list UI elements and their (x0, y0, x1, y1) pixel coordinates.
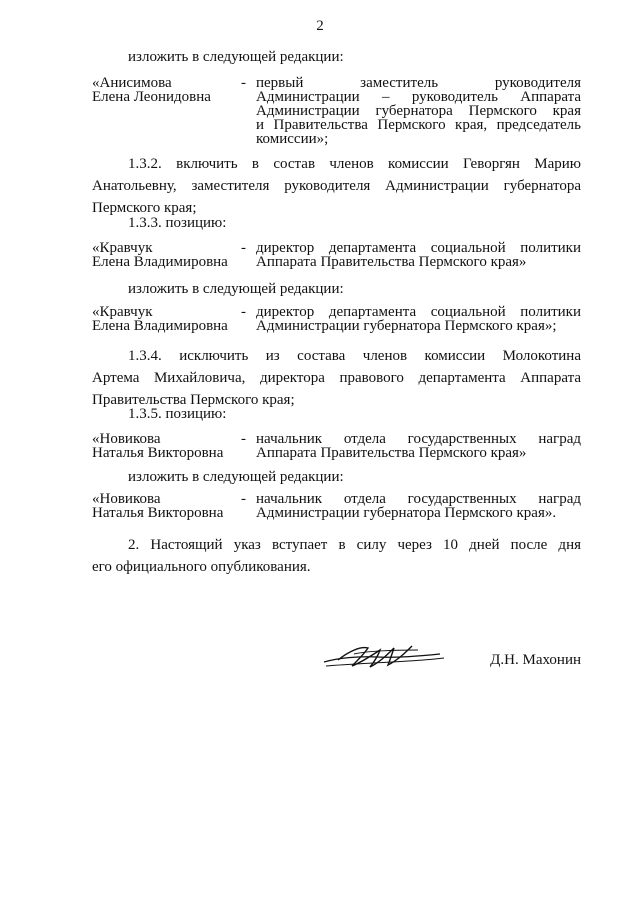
name-line: Елена Владимировна (92, 318, 228, 334)
desc-line: Администрации губернатора Пермского края (256, 103, 581, 119)
paragraph-line: 1.3.4. исключить из состава членов комиссии Молокотина (128, 348, 581, 364)
desc-line: начальник отдела государственных наград (256, 431, 581, 447)
desc-line: Администрации губернатора Пермского края»; (256, 318, 557, 334)
name-line: Елена Владимировна (92, 254, 228, 270)
entry-description (256, 432, 581, 460)
entry-description (256, 76, 581, 146)
paragraph-1-3-4 (92, 345, 581, 411)
entry-name (92, 492, 242, 520)
paragraph-1-3-2 (92, 153, 581, 219)
desc-line: Администрации губернатора Пермского края». (256, 505, 557, 521)
name-line: Наталья Викторовна (92, 445, 224, 461)
signature-image (318, 636, 448, 676)
entry-name (92, 305, 242, 333)
paragraph-line: Анатольевну, заместителя руководителя Администрации губернатора (92, 178, 581, 194)
page-number: 2 (316, 18, 324, 34)
desc-line: Администрации – руководитель Аппарата (256, 89, 581, 105)
entry-dash: - (241, 491, 246, 507)
desc-line: и Правительства Пермского края, председатель (256, 117, 581, 133)
paragraph-line: 2. Настоящий указ вступает в силу через 10 дней после дня (128, 537, 581, 553)
intro-text-2: изложить в следующей редакции: (128, 281, 344, 297)
name-line: «Новикова (92, 491, 161, 507)
paragraph-1-3-3: 1.3.3. позицию: (128, 215, 227, 231)
desc-line: начальник отдела государственных наград (256, 491, 581, 507)
entry-description (256, 492, 581, 520)
paragraph-line: Пермского края; (92, 200, 197, 216)
paragraph-line: его официального опубликования. (92, 559, 311, 575)
entry-dash: - (241, 240, 246, 256)
paragraph-line: 1.3.2. включить в состав членов комиссии Геворгян Марию (128, 156, 581, 172)
paragraph-line: Правительства Пермского края; (92, 392, 295, 408)
entry-novikova-new (92, 492, 581, 522)
desc-line: Аппарата Правительства Пермского края» (256, 445, 527, 461)
paragraph-line: Артема Михайловича, директора правового департамента Аппарата (92, 370, 581, 386)
desc-line: первый заместитель руководителя (256, 75, 581, 91)
desc-line: комиссии»; (256, 131, 329, 147)
entry-kravchuk-old (92, 241, 581, 271)
entry-anisimova (92, 76, 581, 148)
entry-description (256, 305, 581, 333)
entry-description (256, 241, 581, 269)
entry-dash: - (241, 304, 246, 320)
name-line: «Кравчук (92, 240, 153, 256)
signer-name: Д.Н. Махонин (490, 652, 581, 668)
name-line: «Новикова (92, 431, 161, 447)
paragraph-1-3-5: 1.3.5. позицию: (128, 406, 227, 422)
entry-dash: - (241, 75, 246, 91)
desc-line: директор департамента социальной политики (256, 240, 581, 256)
entry-name (92, 432, 242, 460)
intro-text-1: изложить в следующей редакции: (128, 49, 344, 65)
name-line: «Кравчук (92, 304, 153, 320)
entry-name (92, 76, 242, 104)
name-line: «Анисимова (92, 75, 172, 91)
paragraph-2 (92, 534, 581, 578)
intro-text-3: изложить в следующей редакции: (128, 469, 344, 485)
entry-kravchuk-new (92, 305, 581, 335)
entry-dash: - (241, 431, 246, 447)
name-line: Наталья Викторовна (92, 505, 224, 521)
desc-line: Аппарата Правительства Пермского края» (256, 254, 527, 270)
name-line: Елена Леонидовна (92, 89, 211, 105)
desc-line: директор департамента социальной политики (256, 304, 581, 320)
entry-novikova-old (92, 432, 581, 462)
entry-name (92, 241, 242, 269)
